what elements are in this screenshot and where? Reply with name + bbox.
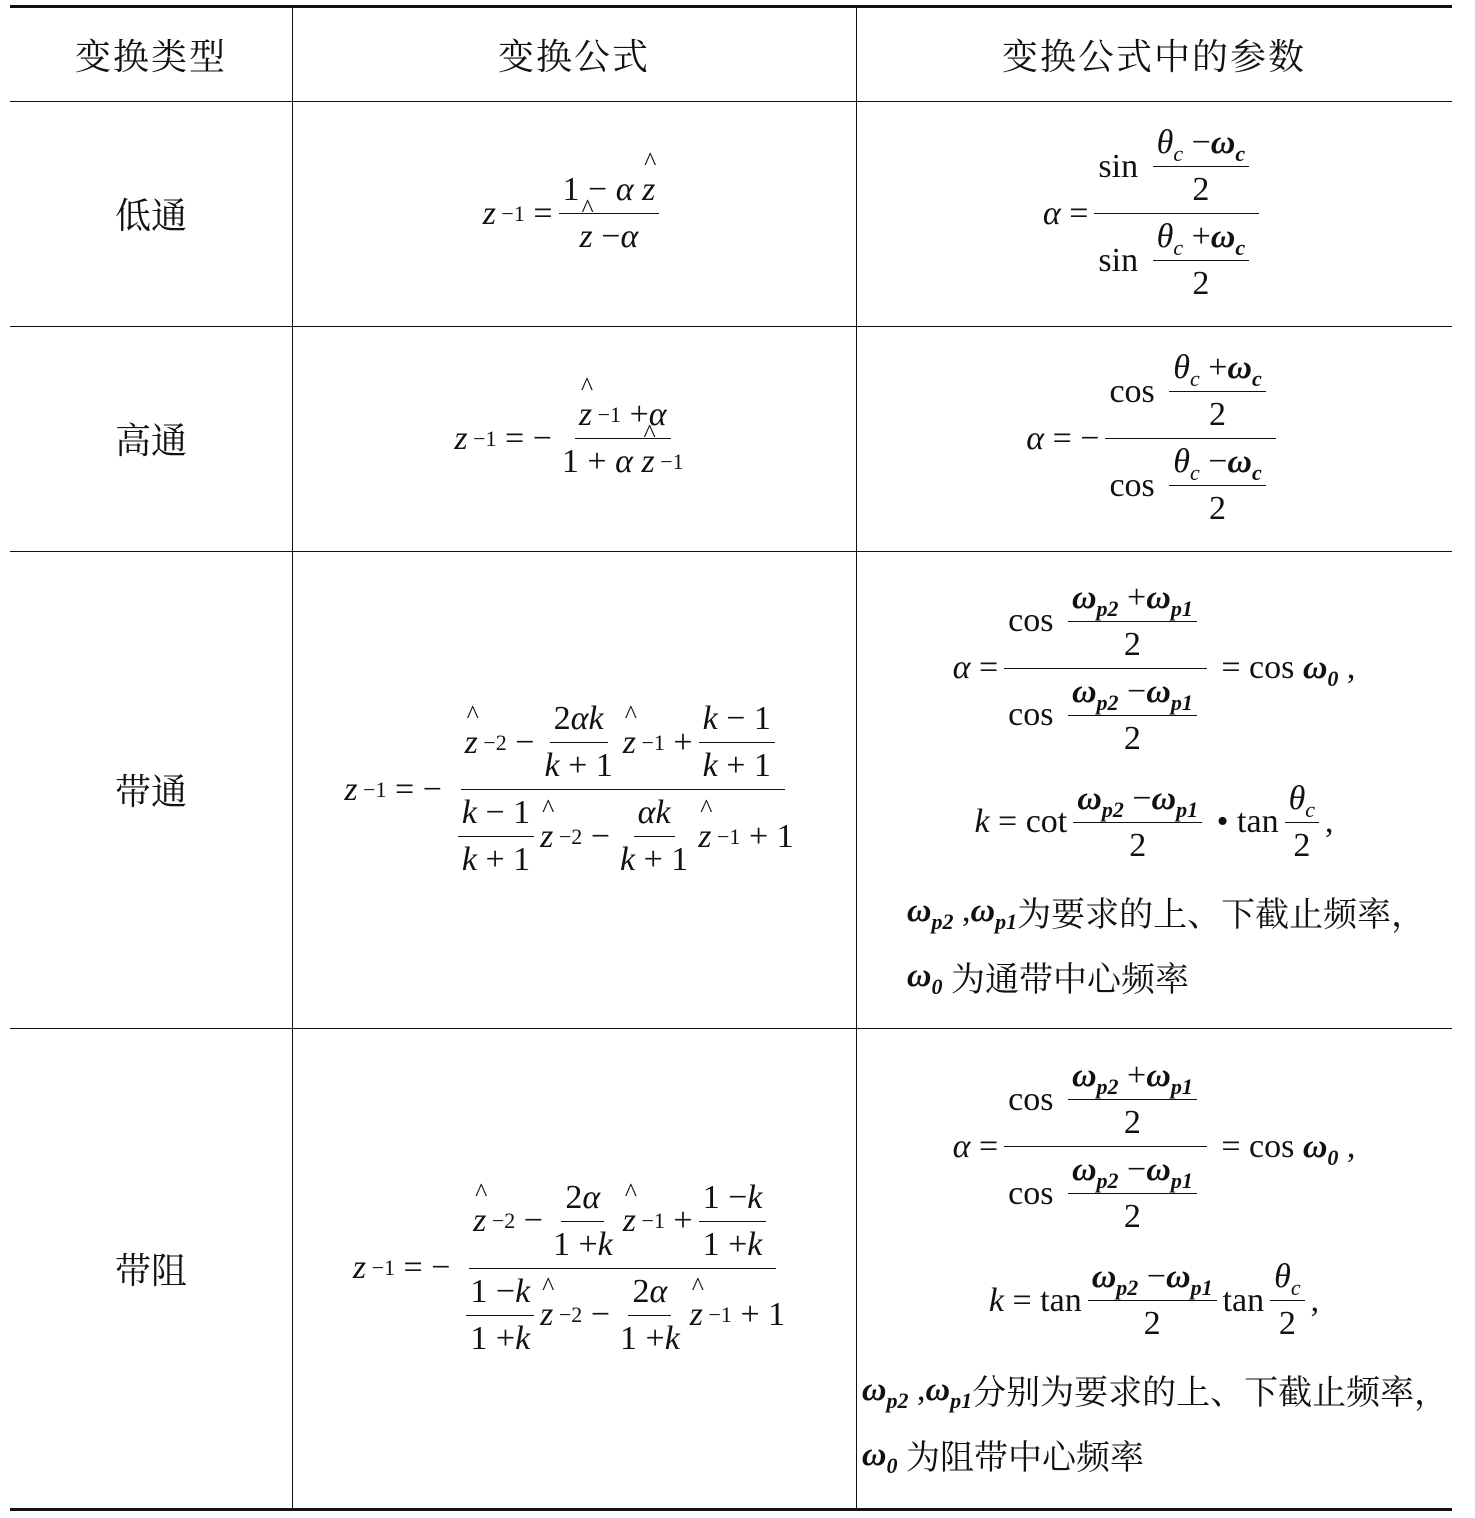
bandpass-note-2: 为通带中心频率 bbox=[951, 959, 1189, 1000]
params-highpass: α = − cos $\theta_c$ + $\omega_c$ 2 cos $\theta_c$ − $\omega_c$ 2 bbox=[856, 326, 1452, 551]
header-formula: 变换公式 bbox=[497, 37, 650, 78]
bandstop-note-2: 为阻带中心频率 bbox=[906, 1438, 1144, 1478]
formula-bandstop: z −1 = − ^ z −2 − 2 α 1 + k ^ z −1 + 1 − k 1 + k 1 − k 1 + k ^ z −2 − 2 α 1 + k ^ z −1 + 1 bbox=[292, 1028, 856, 1508]
row-type-bandpass: 带通 bbox=[114, 772, 187, 813]
row-type-lowpass: 低通 bbox=[114, 196, 187, 237]
header-params: 变换公式中的参数 bbox=[1001, 37, 1306, 78]
bandpass-note-1: 为要求的上、下截止频率， bbox=[1017, 894, 1426, 935]
bandstop-note-1: 分别为要求的上、下截止频率， bbox=[972, 1373, 1449, 1413]
row-type-bandstop: 带阻 bbox=[114, 1250, 187, 1292]
params-bandpass: α = cos $\omega_{p2}$ + $\omega_{p1}$ 2 cos $\omega_{p2}$ − $\omega_{p1}$ 2 = cos $\omega_0$ , k = cot $\omega_{p2}$ − $\omega_{p1}$ 2 • tan $\frac{\theta_c}{2}$ , $\omega_{p2}$ , $\omega_{p1}$ 为要求的上、下截止频率， $\omega_0$ 为通带中心频率 bbox=[906, 578, 1426, 1000]
formula-lowpass: z −1 = 1 − α ^ z ^ z − α bbox=[292, 101, 856, 326]
formula-highpass: z −1 = − ^ z −1 + α 1 + α ^ z −1 bbox=[292, 326, 856, 551]
params-lowpass: α = sin $\theta_c$ − $\omega_c$ 2 sin $\theta_c$ + $\omega_c$ 2 bbox=[856, 101, 1452, 326]
transform-table bbox=[10, 5, 1452, 1511]
header-type: 变换类型 bbox=[74, 37, 227, 78]
row-type-highpass: 高通 bbox=[114, 421, 187, 462]
formula-bandpass: z −1 = − ^ z −2 − 2 αk k + 1 ^ z −1 + k − 1 k + 1 k − 1 k + 1 ^ z −2 − αk k + 1 ^ z −1 + 1 bbox=[292, 551, 856, 1028]
params-bandstop: α = cos $\omega_{p2}$ + $\omega_{p1}$ 2 cos $\omega_{p2}$ − $\omega_{p1}$ 2 = cos $\omega_0$ , k = tan $\omega_{p2}$ − $\omega_{p1}$ 2 tan $\frac{\theta_c}{2}$ , $\omega_{p2}$ , $\omega_{p1}$ 分别为要求的上、下截止频率， $\omega_0$ 为阻带中心频率 bbox=[861, 1057, 1449, 1478]
